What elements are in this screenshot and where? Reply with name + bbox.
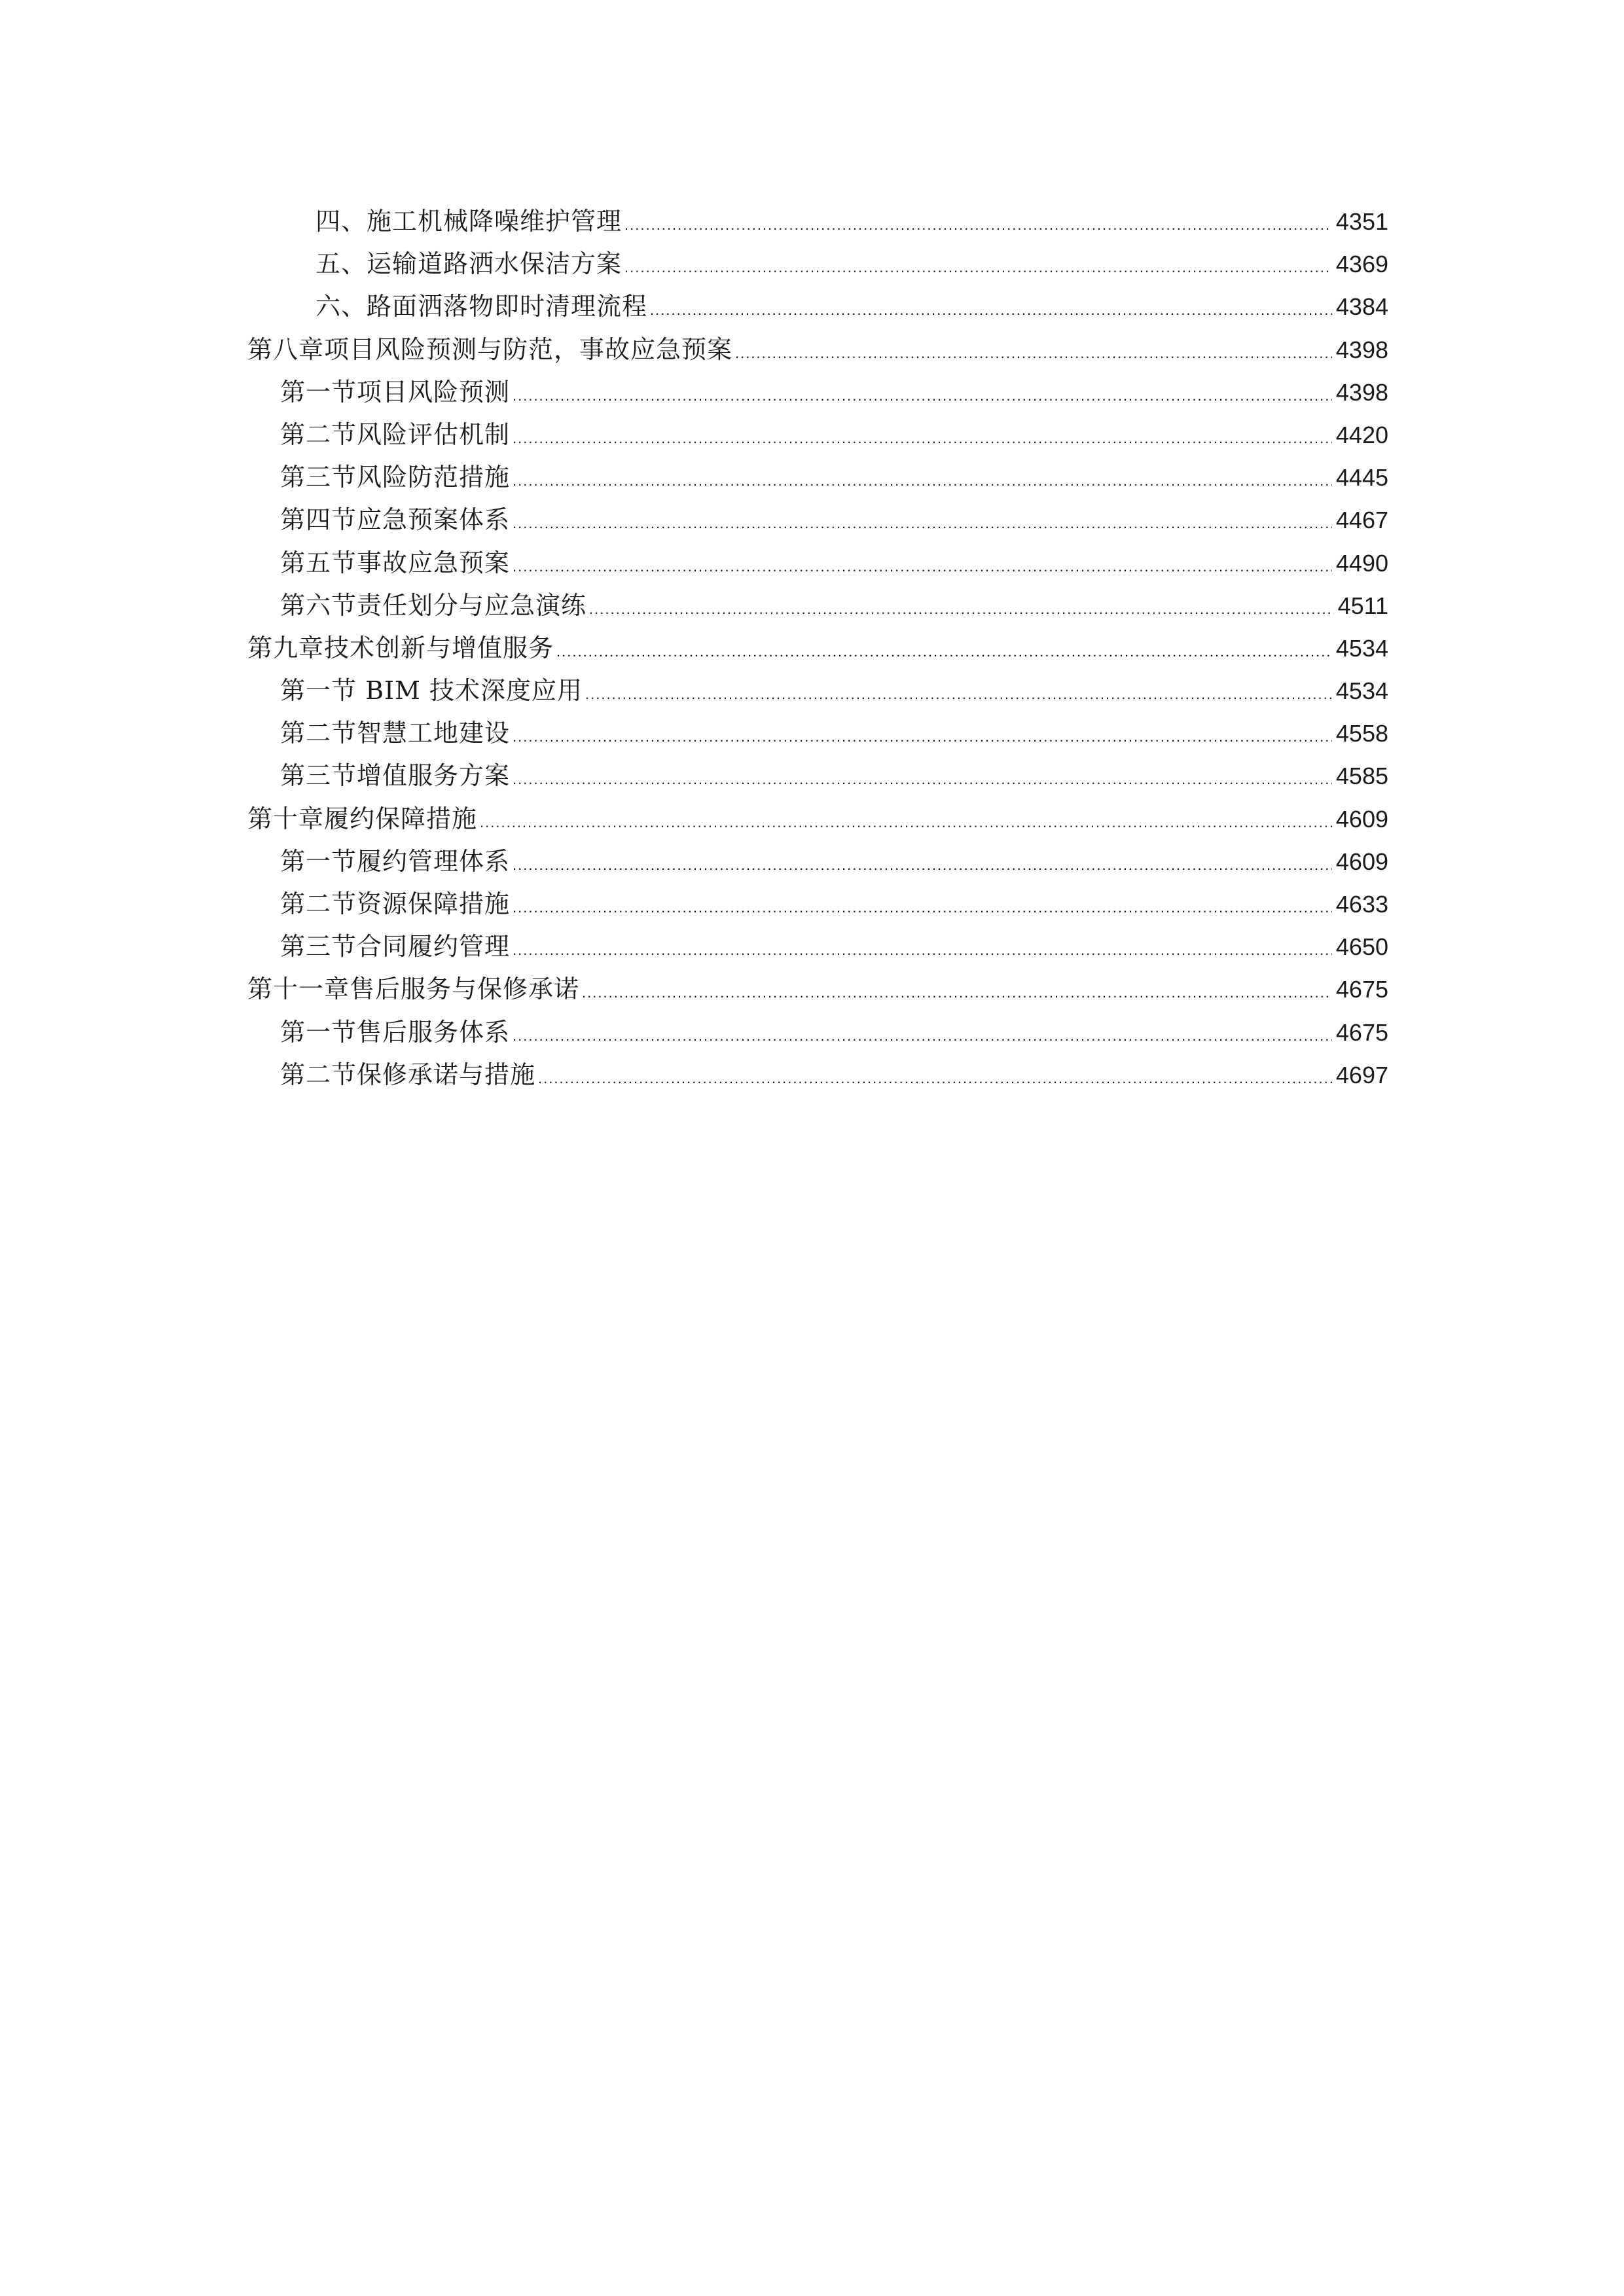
toc-entry-title: 第一节履约管理体系 <box>280 846 511 876</box>
toc-entry[interactable] <box>247 883 1388 925</box>
toc-entry-title: 第九章技术创新与增值服务 <box>247 633 554 662</box>
toc-dot-leader <box>624 246 1332 289</box>
toc-entry[interactable] <box>247 285 1388 328</box>
toc-entry-page-number: 4445 <box>1335 464 1388 492</box>
toc-entry[interactable] <box>247 456 1388 499</box>
toc-entry-page-number: 4351 <box>1335 208 1388 235</box>
toc-entry-title: 第十章履约保障措施 <box>247 804 478 833</box>
toc-entry-title: 四、施工机械降噪维护管理 <box>316 207 623 236</box>
toc-entry[interactable] <box>247 755 1388 797</box>
toc-entry-page-number: 4585 <box>1335 762 1388 790</box>
toc-entry[interactable] <box>247 840 1388 883</box>
toc-entry-page-number: 4467 <box>1335 507 1388 534</box>
toc-dot-leader <box>513 844 1332 886</box>
toc-dot-leader <box>735 332 1332 374</box>
toc-entry-page-number: 4609 <box>1335 805 1388 833</box>
toc-entry-page-number: 4511 <box>1337 592 1388 619</box>
toc-entry-title: 第十一章售后服务与保修承诺 <box>247 975 580 1004</box>
toc-entry[interactable] <box>247 1054 1388 1096</box>
toc-entry[interactable] <box>247 414 1388 456</box>
toc-dot-leader <box>624 204 1332 246</box>
toc-entry-page-number: 4420 <box>1335 421 1388 448</box>
toc-entry-title: 五、运输道路洒水保洁方案 <box>316 249 623 279</box>
toc-dot-leader <box>650 289 1332 331</box>
toc-dot-leader <box>582 971 1332 1014</box>
table-of-contents <box>247 200 1388 1096</box>
toc-entry-title: 第三节增值服务方案 <box>280 761 511 791</box>
toc-dot-leader <box>538 1057 1332 1100</box>
toc-dot-leader <box>513 758 1332 800</box>
toc-entry-page-number: 4534 <box>1335 677 1388 705</box>
toc-entry-page-number: 4650 <box>1335 933 1388 961</box>
toc-entry-page-number: 4369 <box>1335 251 1388 278</box>
toc-dot-leader <box>513 545 1332 588</box>
toc-entry[interactable] <box>247 499 1388 541</box>
toc-entry[interactable] <box>247 968 1388 1011</box>
toc-entry[interactable] <box>247 243 1388 285</box>
toc-entry-title: 第六节责任划分与应急演练 <box>280 590 587 620</box>
toc-entry-title: 第一节 BIM 技术深度应用 <box>280 676 583 706</box>
toc-entry[interactable] <box>247 798 1388 840</box>
toc-entry-page-number: 4609 <box>1335 848 1388 875</box>
toc-entry-title: 第四节应急预案体系 <box>280 505 511 535</box>
toc-entry[interactable] <box>247 670 1388 712</box>
toc-dot-leader <box>513 459 1332 502</box>
toc-entry-title: 第一节售后服务体系 <box>280 1017 511 1047</box>
toc-entry[interactable] <box>247 712 1388 755</box>
toc-entry[interactable] <box>247 627 1388 670</box>
toc-entry-page-number: 4675 <box>1335 1018 1388 1046</box>
toc-entry-title: 第二节保修承诺与措施 <box>280 1060 536 1089</box>
toc-entry[interactable] <box>247 200 1388 243</box>
toc-entry-page-number: 4384 <box>1335 293 1388 321</box>
toc-entry[interactable] <box>247 329 1388 371</box>
toc-entry-page-number: 4398 <box>1335 336 1388 363</box>
toc-entry-title: 六、路面洒落物即时清理流程 <box>316 292 648 321</box>
toc-entry[interactable] <box>247 584 1388 627</box>
toc-dot-leader <box>589 588 1334 630</box>
toc-entry-title: 第二节风险评估机制 <box>280 420 511 449</box>
toc-entry-page-number: 4633 <box>1335 891 1388 918</box>
toc-entry-page-number: 4675 <box>1335 976 1388 1003</box>
toc-entry-title: 第三节风险防范措施 <box>280 463 511 492</box>
toc-entry-title: 第五节事故应急预案 <box>280 548 511 577</box>
toc-dot-leader <box>513 417 1332 459</box>
toc-entry-title: 第二节资源保障措施 <box>280 889 511 918</box>
toc-entry-title: 第一节项目风险预测 <box>280 377 511 406</box>
toc-dot-leader <box>513 374 1332 417</box>
toc-dot-leader <box>513 929 1332 971</box>
toc-entry[interactable] <box>247 1011 1388 1054</box>
toc-entry[interactable] <box>247 925 1388 968</box>
toc-dot-leader <box>480 801 1332 844</box>
toc-dot-leader <box>513 886 1332 929</box>
toc-entry-title: 第三节合同履约管理 <box>280 932 511 961</box>
toc-dot-leader <box>513 715 1332 758</box>
toc-dot-leader <box>585 673 1332 715</box>
toc-entry-page-number: 4490 <box>1335 549 1388 577</box>
toc-entry-title: 第八章项目风险预测与防范，事故应急预案 <box>247 334 733 364</box>
toc-dot-leader <box>513 1014 1332 1057</box>
toc-dot-leader <box>513 502 1332 545</box>
toc-entry[interactable] <box>247 371 1388 414</box>
toc-entry-page-number: 4697 <box>1335 1061 1388 1088</box>
toc-entry[interactable] <box>247 542 1388 584</box>
toc-dot-leader <box>556 630 1332 673</box>
toc-entry-page-number: 4534 <box>1335 634 1388 662</box>
toc-entry-page-number: 4558 <box>1335 720 1388 747</box>
toc-entry-page-number: 4398 <box>1335 378 1388 406</box>
toc-entry-title: 第二节智慧工地建设 <box>280 719 511 748</box>
